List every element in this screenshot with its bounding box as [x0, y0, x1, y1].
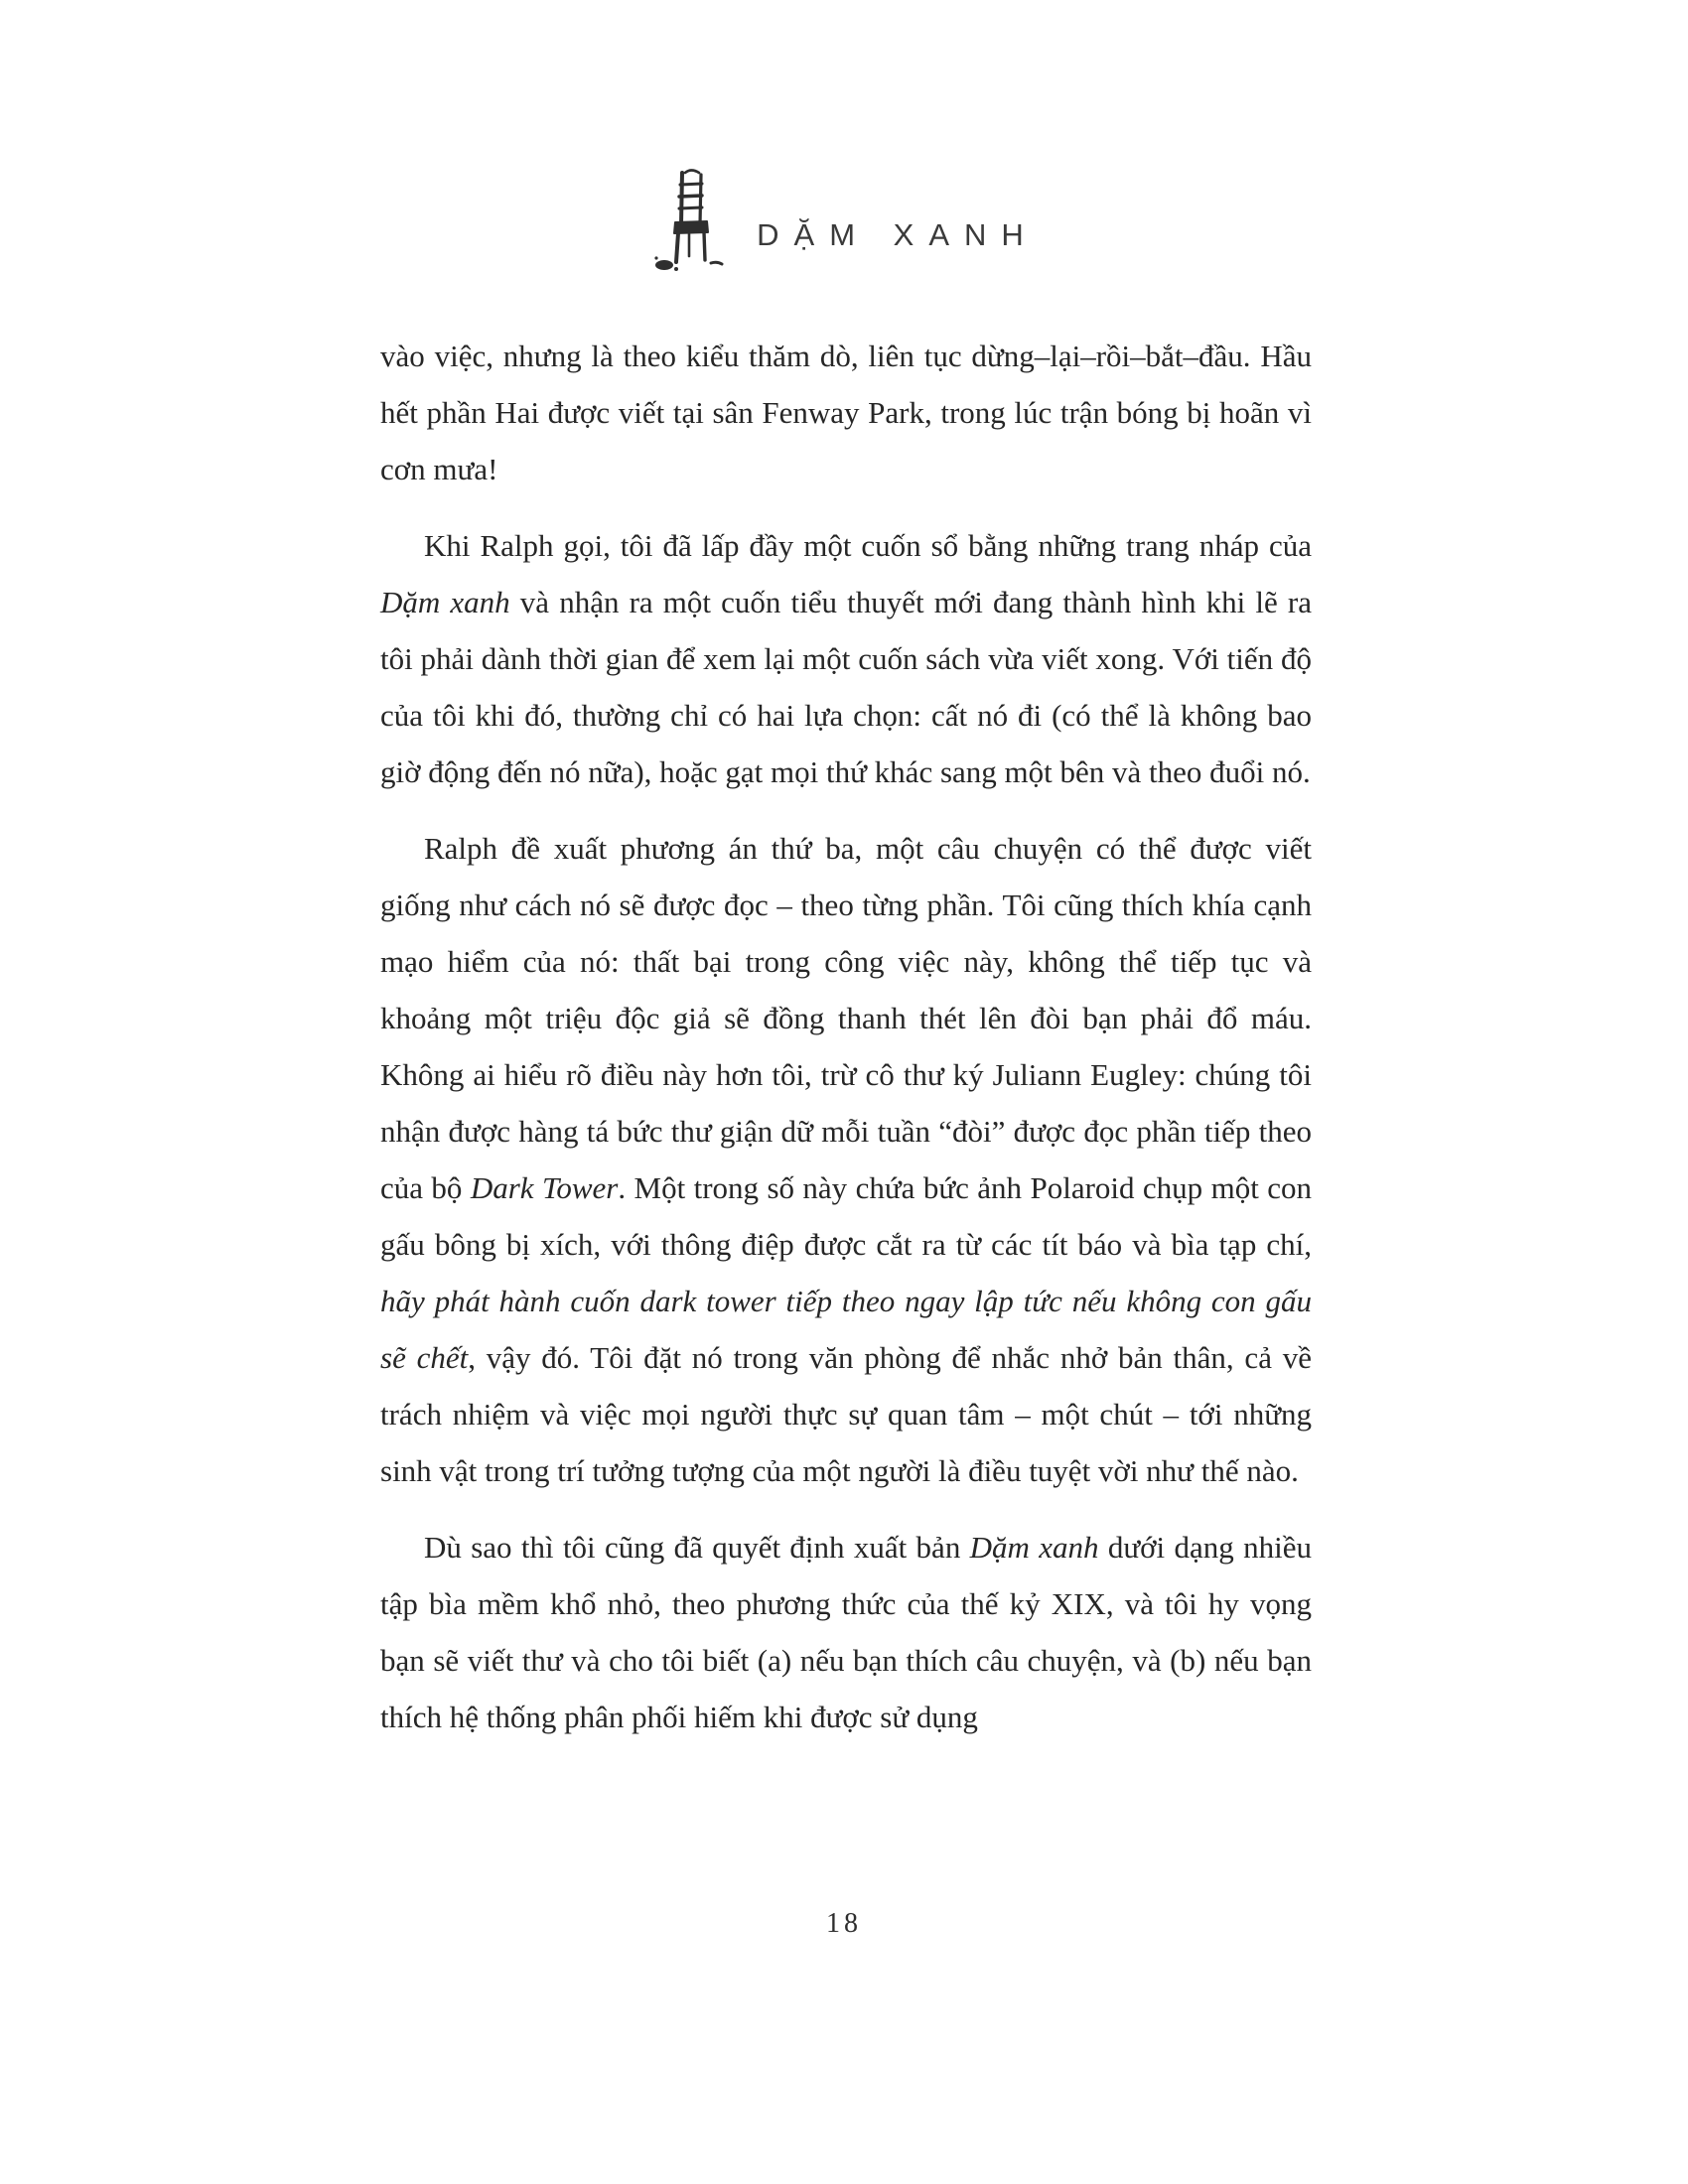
- page-footer: [0, 1908, 1688, 1940]
- chapter-header: [0, 167, 1688, 278]
- page-number: 18: [826, 1908, 862, 1939]
- text-run: . Một trong số này chứa bức ảnh Polaroid chụp một con gấu bông bị xích, với thông điệp được cắt ra từ các tít báo và bìa tạp chí,: [380, 1170, 1312, 1262]
- italic-text-run: hãy phát hành cuốn dark tower tiếp theo ngay lập tức nếu không con gấu sẽ chết: [380, 1284, 1312, 1375]
- text-run: Ralph đề xuất phương án thứ ba, một câu chuyện có thể được viết giống như cách nó sẽ được đọc – theo từng phần. Tôi cũng thích khía cạnh mạo hiểm của nó: thất bại trong công việc này, không thể tiếp tục và khoảng một triệu độc giả sẽ đồng thanh thét lên đòi bạn phải đổ máu. Không ai hiểu rõ điều này hơn tôi, trừ cô thư ký Juliann Eugley: chúng tôi nhận được hàng tá bức thư giận dữ mỗi tuần “đòi” được đọc phần tiếp theo của bộ: [380, 831, 1312, 1205]
- italic-text-run: Dark Tower: [470, 1170, 619, 1205]
- text-run: Khi Ralph gọi, tôi đã lấp đầy một cuốn sổ bằng những trang nháp của: [424, 528, 1312, 563]
- text-run: Dù sao thì tôi cũng đã quyết định xuất bản: [424, 1530, 970, 1565]
- paragraph: [380, 328, 1312, 497]
- text-run: và nhận ra một cuốn tiểu thuyết mới đang thành hình khi lẽ ra tôi phải dành thời gian để xem lại một cuốn sách vừa viết xong. Với tiến độ của tôi khi đó, thường chỉ có hai lựa chọn: cất nó đi (có thể là không bao giờ động đến nó nữa), hoặc gạt mọi thứ khác sang một bên và theo đuổi nó.: [380, 585, 1312, 789]
- book-title: DẶM XANH: [757, 217, 1039, 252]
- paragraph: [380, 517, 1312, 800]
- text-run: , vậy đó. Tôi đặt nó trong văn phòng để nhắc nhở bản thân, cả về trách nhiệm và việc mọi người thực sự quan tâm – một chút – tới những sinh vật trong trí tưởng tượng của một người là điều tuyệt vời như thế nào.: [380, 1340, 1312, 1488]
- italic-text-run: Dặm xanh: [969, 1530, 1099, 1565]
- body-text: [380, 328, 1312, 1765]
- ink-sketch-electric-chair-icon: [649, 167, 727, 278]
- text-run: vào việc, nhưng là theo kiểu thăm dò, liên tục dừng–lại–rồi–bắt–đầu. Hầu hết phần Hai được viết tại sân Fenway Park, trong lúc trận bóng bị hoãn vì cơn mưa!: [380, 339, 1312, 486]
- italic-text-run: Dặm xanh: [380, 585, 510, 619]
- paragraph: [380, 820, 1312, 1499]
- paragraph: [380, 1519, 1312, 1745]
- text-run: dưới dạng nhiều tập bìa mềm khổ nhỏ, theo phương thức của thế kỷ XIX, và tôi hy vọng bạn sẽ viết thư và cho tôi biết (a) nếu bạn thích câu chuyện, và (b) nếu bạn thích hệ thống phân phối hiếm khi được sử dụng: [380, 1530, 1312, 1734]
